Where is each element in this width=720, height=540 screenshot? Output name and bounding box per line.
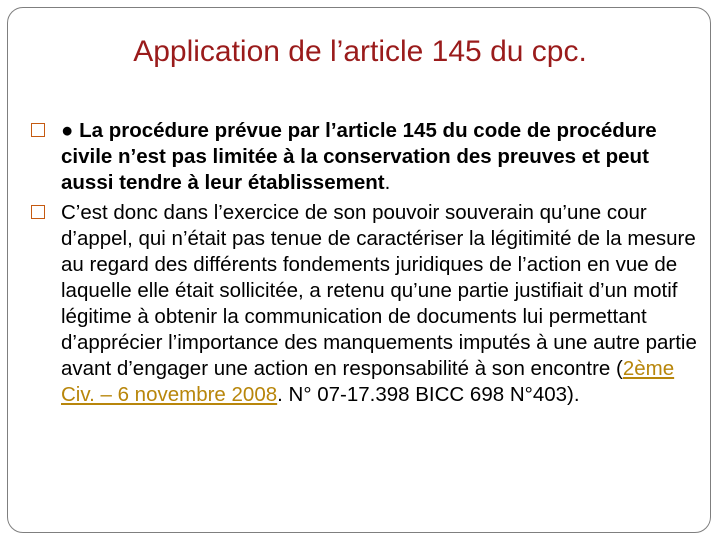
square-bullet-icon — [31, 205, 45, 219]
paragraph-2-end: . N° 07-17.398 BICC 698 N°403). — [277, 383, 580, 406]
slide-body — [30, 118, 700, 412]
citation-link[interactable]: 2ème Civ. – 6 novembre 2008 — [61, 357, 675, 406]
slide-title: Application de l’article 145 du cpc. — [133, 35, 587, 68]
paragraph-1-end: . — [384, 171, 391, 194]
dot-bullet-icon: ● — [61, 119, 74, 142]
paragraph-1-body: La procédure prévue par l’article 145 du code de procédure civile n’est pas limitée à la conservation des preuves et peut aussi tendre à leur établissement — [61, 119, 657, 194]
square-bullet-icon — [31, 123, 45, 137]
bullet-paragraph-2 — [30, 200, 700, 408]
paragraph-1-text — [61, 119, 657, 194]
paragraph-2-body: C’est donc dans l’exercice de son pouvoir souverain qu’une cour d’appel, qui n’était pas tenue de caractériser la légitimité de la mesure au regard des différents fondements juridiques de l’action en vue de laquelle elle était sollicitée, a retenu qu’une partie justifiait d’un motif légitime à obtenir la communication de documents lui permettant d’apprécier l’importance des manquements imputés à une autre partie avant d’engager une action en responsabilité à son encontre ( — [61, 201, 697, 380]
bullet-paragraph-1 — [30, 118, 700, 196]
